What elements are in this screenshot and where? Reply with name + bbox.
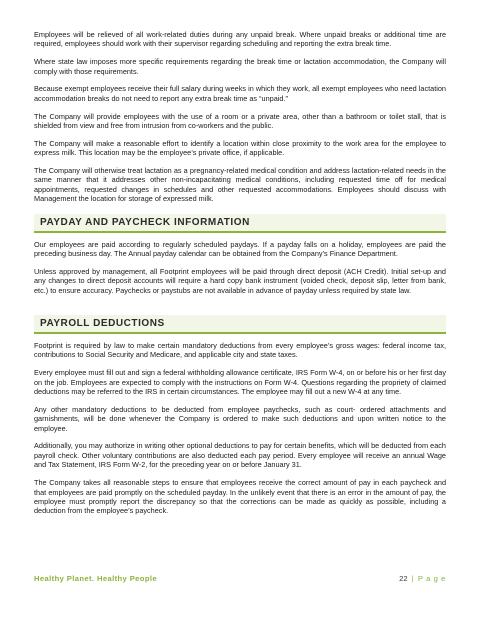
section-heading-payroll-deductions: PAYROLL DEDUCTIONS <box>34 315 446 334</box>
footer-page-word: P a g e <box>417 574 446 583</box>
payroll-paragraph-2: Every employee must fill out and sign a federal withholding allowance certificate, IRS Form W-4, on or before his or her first day on the job. Employees are expected to comply with the instructions on Form W-4. Questions regarding the propriety of claimed deductions may be referred to the IRS in certain circumstances. The employee may fill out a new W-4 at any time. <box>34 368 446 397</box>
footer-tagline: Healthy Planet. Healthy People <box>34 574 157 583</box>
intro-paragraph-4: The Company will provide employees with the use of a room or a private area, other than a bathroom or toilet stall, that is shielded from view and free from intrusion from co-workers and the public. <box>34 111 446 131</box>
payday-paragraph-1: Our employees are paid according to regularly scheduled paydays. If a payday falls on a holiday, employees are paid the preceding business day. The Annual payday calendar can be obtained from the Company’s Finance Department. <box>34 239 446 259</box>
intro-paragraph-5: The Company will make a reasonable effort to identify a location within close proximity to the work area for the employee to express milk. This location may be the employee’s private office, if applicable. <box>34 138 446 158</box>
intro-paragraph-2: Where state law imposes more specific requirements regarding the break time or lactation accommodation, the Company will comply with those requirements. <box>34 57 446 76</box>
section-heading-payday: PAYDAY AND PAYCHECK INFORMATION <box>34 214 446 233</box>
footer-page-indicator <box>399 574 446 583</box>
payroll-paragraph-5: The Company takes all reasonable steps to ensure that employees receive the correct amount of pay in each paycheck and that employees are paid promptly on the scheduled payday. In the unlikely event that there is an error in the amount of pay, the employee must promptly report the discrepancy so that the corrections can be made as quickly as possible, including a deduction from the employee’s paycheck. <box>34 478 446 516</box>
intro-paragraph-1: Employees will be relieved of all work-related duties during any unpaid break. Where unpaid breaks or additional time are required, employees should work with their supervisor regarding scheduling and reporting the extra break time. <box>34 30 446 49</box>
intro-paragraph-3: Because exempt employees receive their full salary during weeks in which they work, all exempt employees who need lactation accommodation breaks do not need to report any extra break time as “unpaid.” <box>34 84 446 103</box>
payroll-paragraph-4: Additionally, you may authorize in writing other optional deductions to pay for certain benefits, which will be deducted from each payroll check. Other voluntary contributions are also deducted each pay period. Every employee will receive an annual Wage and Tax Statement, IRS Form W-2, for the preceding year on or before January 31. <box>34 441 446 470</box>
page-content <box>34 30 446 524</box>
footer-separator: | <box>411 574 414 583</box>
payroll-paragraph-1: Footprint is required by law to make certain mandatory deductions from every employee’s gross wages: federal income tax, contributions to Social Security and Medicare, and applicable city and state taxes. <box>34 341 446 360</box>
payroll-paragraph-3: Any other mandatory deductions to be deducted from employee paychecks, such as court- ordered attachments and garnishments, will be done whenever the Company is ordered to make such deductions and upon written notice to the employee. <box>34 404 446 433</box>
footer-page-number: 22 <box>399 574 408 583</box>
page-footer <box>34 574 446 583</box>
intro-paragraph-6: The Company will otherwise treat lactation as a pregnancy-related medical condition and address lactation-related needs in the same manner that it addresses other non-incapacitating medical conditions, including requested time off for medical appointments, requested changes in schedules and other requested accommodations. Employees should discuss with Management the location for storage of expressed milk. <box>34 166 446 204</box>
payday-paragraph-2: Unless approved by management, all Footprint employees will be paid through direct deposit (ACH Credit). Initial set-up and any changes to direct deposit accounts will require a hard copy bank instrument (voided check, deposit slip, letter from bank, etc.) to ensure accuracy. Paychecks or paystubs are not available in advance of payday unless required by state law. <box>34 266 446 295</box>
